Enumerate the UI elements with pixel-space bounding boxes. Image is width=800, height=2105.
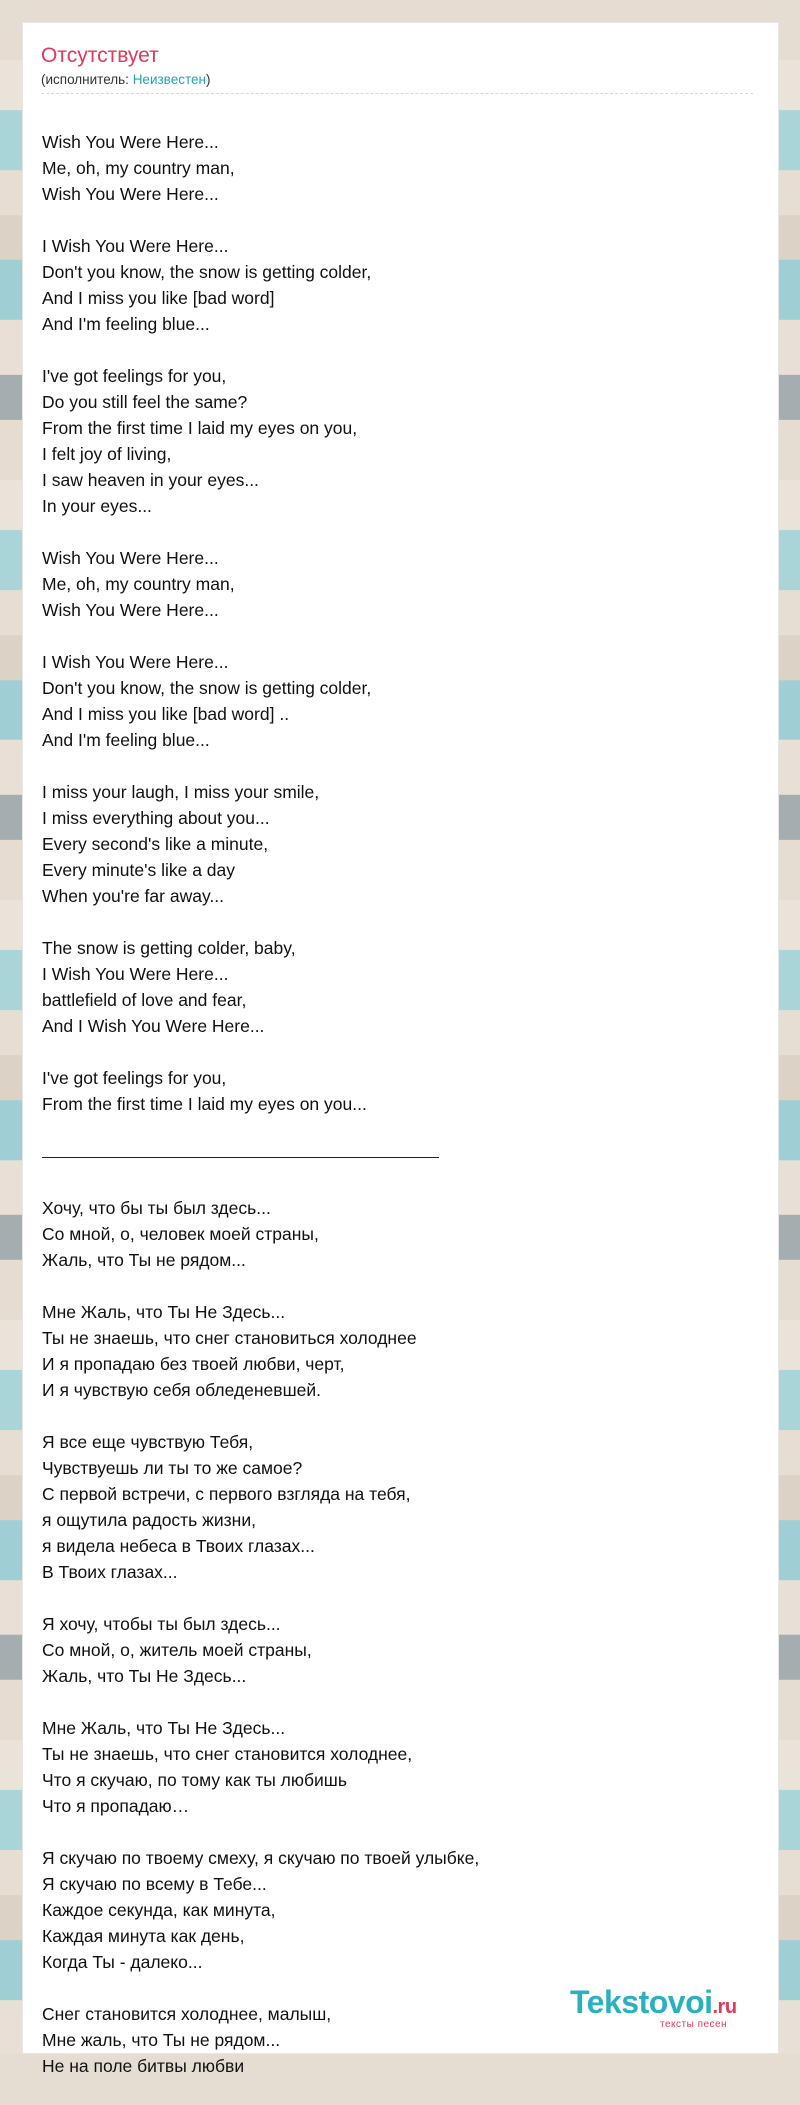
lyric-line — [42, 1403, 754, 1429]
translation-separator — [42, 1143, 754, 1169]
lyric-line: я видела небеса в Твоих глазах... — [42, 1536, 315, 1556]
lyric-line: Не на поле битвы любви — [42, 2056, 245, 2076]
lyric-line: From the first time I laid my eyes on you... — [42, 1094, 367, 1114]
lyric-line: Когда Ты - далеко... — [42, 1952, 203, 1972]
lyric-line: And I'm feeling blue... — [42, 730, 210, 750]
artist-line — [41, 71, 753, 88]
lyric-line — [42, 519, 754, 545]
lyric-line: I miss your laugh, I miss your smile, — [42, 782, 320, 802]
lyric-line: Я хочу, чтобы ты был здесь... — [42, 1614, 281, 1634]
lyric-line: Every minute's like a day — [42, 860, 236, 880]
lyric-line: When you're far away... — [42, 886, 224, 906]
lyric-line: Я скучаю по твоему смеху, я скучаю по твоей улыбке, — [42, 1848, 480, 1868]
lyric-line: I've got feelings for you, — [42, 366, 227, 386]
lyric-line: Мне Жаль, что Ты Не Здесь... — [42, 1718, 286, 1738]
song-header — [41, 43, 753, 88]
lyric-line: я ощутила радость жизни, — [42, 1510, 256, 1530]
lyric-line: С первой встречи, с первого взгляда на тебя, — [42, 1484, 411, 1504]
lyric-line: Don't you know, the snow is getting colder, — [42, 678, 372, 698]
lyric-line — [42, 1039, 754, 1065]
lyric-line: Do you still feel the same? — [42, 392, 248, 412]
lyric-line — [42, 623, 754, 649]
lyric-line: Me, oh, my country man, — [42, 158, 235, 178]
artist-link[interactable]: Неизвестен — [132, 72, 206, 87]
lyric-line: Я скучаю по всему в Тебе... — [42, 1874, 267, 1894]
lyric-line: Мне жаль, что Ты не рядом... — [42, 2030, 281, 2050]
lyric-line: Don't you know, the snow is getting colder, — [42, 262, 372, 282]
lyric-line: Ты не знаешь, что снег становиться холоднее — [42, 1328, 417, 1348]
lyric-line — [42, 1585, 754, 1611]
lyric-line: Wish You Were Here... — [42, 184, 219, 204]
artist-suffix: ) — [205, 72, 211, 87]
lyric-line: И я чувствую себя обледеневшей. — [42, 1380, 322, 1400]
lyric-line: I saw heaven in your eyes... — [42, 470, 259, 490]
logo-tld: .ru — [712, 1996, 737, 2018]
lyric-line: Every second's like a minute, — [42, 834, 269, 854]
lyric-line: И я пропадаю без твоей любви, черт, — [42, 1354, 345, 1374]
lyric-line: Снег становится холоднее, малыш, — [42, 2004, 332, 2024]
lyric-line — [42, 1273, 754, 1299]
lyrics-original — [42, 129, 754, 1117]
lyric-line: Каждая минута как день, — [42, 1926, 245, 1946]
lyric-line: Я все еще чувствую Тебя, — [42, 1432, 254, 1452]
lyric-line: battlefield of love and fear, — [42, 990, 247, 1010]
lyric-line: В Твоих глазах... — [42, 1562, 178, 1582]
lyric-line: And I'm feeling blue... — [42, 314, 210, 334]
header-divider — [41, 93, 753, 94]
lyric-line — [42, 909, 754, 935]
logo-tagline: тексты песен — [660, 2019, 728, 2030]
lyric-line: Со мной, о, житель моей страны, — [42, 1640, 312, 1660]
lyric-line: Что я пропадаю… — [42, 1796, 190, 1816]
logo-name: Tekstovoi — [570, 1984, 713, 2020]
lyric-line: I felt joy of living, — [42, 444, 172, 464]
lyric-line — [42, 1689, 754, 1715]
lyric-line — [42, 1819, 754, 1845]
lyric-line: I Wish You Were Here... — [42, 236, 229, 256]
lyrics-text — [42, 103, 754, 2105]
song-title: Отсутствует — [41, 44, 159, 67]
lyric-line: And I Wish You Were Here... — [42, 1016, 265, 1036]
lyric-line: The snow is getting colder, baby, — [42, 938, 296, 958]
lyric-line — [42, 207, 754, 233]
lyric-line: Со мной, о, человек моей страны, — [42, 1224, 319, 1244]
artist-prefix: (исполнитель: — [41, 72, 133, 87]
site-logo[interactable] — [570, 1983, 790, 2031]
lyric-line: I Wish You Were Here... — [42, 964, 229, 984]
lyric-line: And I miss you like [bad word] .. — [42, 704, 290, 724]
lyric-line — [42, 337, 754, 363]
lyric-line: And I miss you like [bad word] — [42, 288, 275, 308]
lyric-line — [42, 753, 754, 779]
lyric-line: Каждое секунда, как минута, — [42, 1900, 276, 1920]
lyric-line: Чувствуешь ли ты то же самое? — [42, 1458, 303, 1478]
lyric-line: Мне Жаль, что Ты Не Здесь... — [42, 1302, 286, 1322]
lyric-line: In your eyes... — [42, 496, 152, 516]
lyric-line: Ты не знаешь, что снег становится холоднее, — [42, 1744, 413, 1764]
lyric-line: I Wish You Were Here... — [42, 652, 229, 672]
lyric-line: Wish You Were Here... — [42, 548, 219, 568]
lyric-line: Что я скучаю, по тому как ты любишь — [42, 1770, 347, 1790]
lyric-line: Жаль, что Ты не рядом... — [42, 1250, 246, 1270]
lyric-line: I've got feelings for you, — [42, 1068, 227, 1088]
lyrics-translation — [42, 1195, 754, 2079]
lyric-line: Wish You Were Here... — [42, 600, 219, 620]
lyrics-card — [22, 22, 779, 2076]
lyric-line: I miss everything about you... — [42, 808, 270, 828]
lyric-line: Хочу, что бы ты был здесь... — [42, 1198, 271, 1218]
lyric-line: Me, oh, my country man, — [42, 574, 235, 594]
lyric-line: From the first time I laid my eyes on you, — [42, 418, 358, 438]
lyric-line: Wish You Were Here... — [42, 132, 219, 152]
lyric-line: Жаль, что Ты Не Здесь... — [42, 1666, 247, 1686]
